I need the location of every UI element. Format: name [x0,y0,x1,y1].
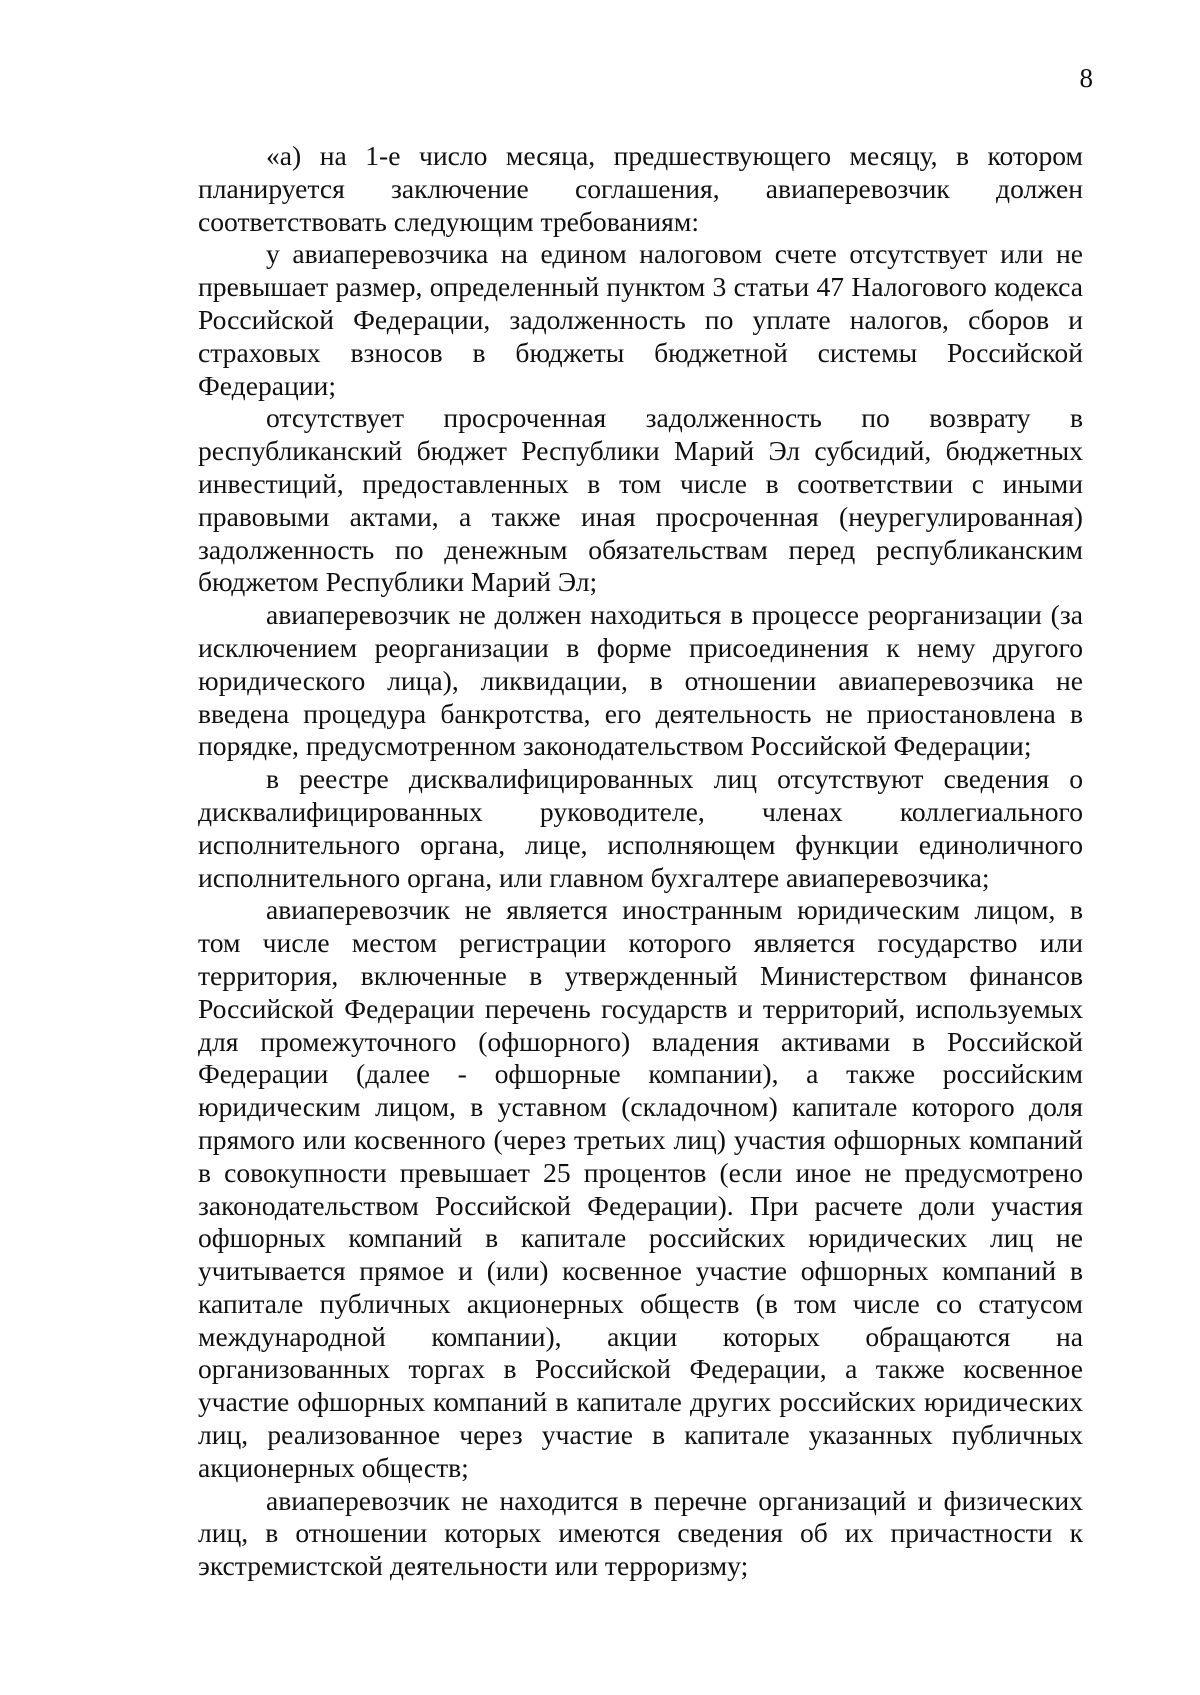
paragraph-extremism-list: авиаперевозчик не находится в перечне организаций и физических лиц, в отношении которых имеются сведения об их причастности к экстремистской деятельности или терроризму; [198,1484,1083,1582]
paragraph-requirements-intro: «а) на 1-е число месяца, предшествующего месяцу, в котором планируется заключение соглашения, авиаперевозчик должен соответствовать следующим требованиям: [198,140,1083,237]
paragraph-tax-debt: у авиаперевозчика на едином налоговом счете отсутствует или не превышает размер, определенный пунктом 3 статьи 47 Налогового кодекса Российской Федерации, задолженность по уплате налогов, сборов и страховых взносов в бюджеты бюджетной системы Российской Федерации; [198,238,1083,401]
paragraph-budget-debt: отсутствует просроченная задолженность по возврату в республиканский бюджет Республики Марий Эл субсидий, бюджетных инвестиций, предоставленных в том числе в соответствии с иными правовыми актами, а также иная просроченная (неурегулированная) задолженность по денежным обязательствам перед республиканским бюджетом Республики Марий Эл; [198,402,1083,598]
page-number: 8 [1079,63,1093,93]
paragraph-reorganization: авиаперевозчик не должен находиться в процессе реорганизации (за исключением реорганизации в форме присоединения к нему другого юридического лица), ликвидации, в отношении авиаперевозчика не введена процедура банкротства, его деятельность не приостановлена в порядке, предусмотренном законодательством Российской Федерации; [198,599,1083,762]
document-body [198,140,1083,1583]
paragraph-disqualified-persons: в реестре дисквалифицированных лиц отсутствуют сведения о дисквалифицированных руководителе, членах коллегиального исполнительного органа, лице, исполняющем функции единоличного исполнительного органа, или главном бухгалтере авиаперевозчика; [198,763,1083,893]
paragraph-offshore-companies: авиаперевозчик не является иностранным юридическим лицом, в том числе местом регистрации которого является государство или территория, включенные в утвержденный Министерством финансов Российской Федерации перечень государств и территорий, используемых для промежуточного (офшорного) владения активами в Российской Федерации (далее - офшорные компании), а также российским юридическим лицом, в уставном (складочном) капитале которого доля прямого или косвенного (через третьих лиц) участия офшорных компаний в совокупности превышает 25 процентов (если иное не предусмотрено законодательством Российской Федерации). При расчете доли участия офшорных компаний в капитале российских юридических лиц не учитывается прямое и (или) косвенное участие офшорных компаний в капитале публичных акционерных обществ (в том числе со статусом международной компании), акции которых обращаются на организованных торгах в Российской Федерации, а также косвенное участие офшорных компаний в капитале других российских юридических лиц, реализованное через участие в капитале указанных публичных акционерных обществ; [198,894,1083,1483]
